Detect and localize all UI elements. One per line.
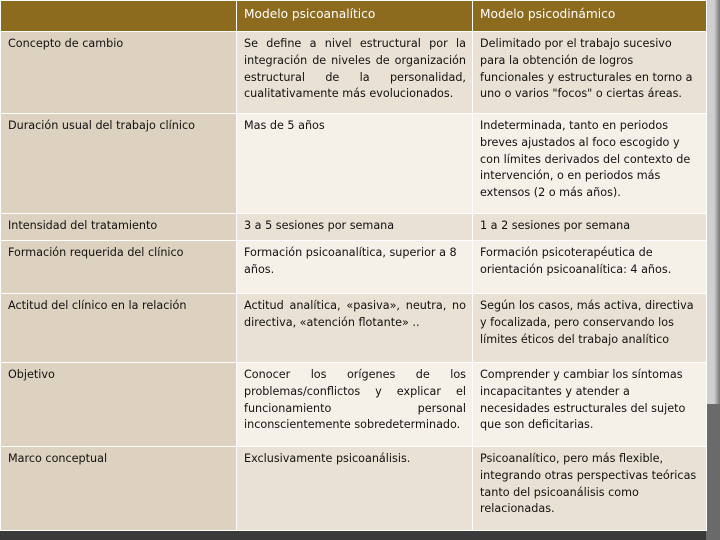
row-label: Objetivo: [1, 363, 237, 447]
cell-psicoanalitico: Conocer los orígenes de los problemas/conflictos y explicar el funcionamiento personal inconscientemente sobredeterminado.: [237, 363, 473, 447]
table-row: [1, 294, 707, 363]
cell-psicodinamico: Comprender y cambiar los síntomas incapacitantes y atender a necesidades estructurales del sujeto que son deficitarias.: [473, 363, 707, 447]
row-label: Formación requerida del clínico: [1, 241, 237, 294]
header-psicodinamico: Modelo psicodinámico: [473, 1, 707, 32]
header-row: [1, 1, 707, 32]
row-label: Actitud del clínico en la relación: [1, 294, 237, 363]
cell-psicoanalitico: 3 a 5 sesiones por semana: [237, 214, 473, 241]
row-label: Duración usual del trabajo clínico: [1, 114, 237, 214]
cell-psicodinamico: Según los casos, más activa, directiva y focalizada, pero conservando los límites éticos del trabajo analítico: [473, 294, 707, 363]
table-row: [1, 214, 707, 241]
table-row: [1, 32, 707, 114]
cell-psicodinamico: Formación psicoterapéutica de orientación psicoanalítica: 4 años.: [473, 241, 707, 294]
row-label: Concepto de cambio: [1, 32, 237, 114]
table-row: [1, 114, 707, 214]
cell-psicodinamico: Delimitado por el trabajo sucesivo para la obtención de logros funcionales y estructurales en torno a uno o varios "focos" o ciertas áreas.: [473, 32, 707, 114]
cell-psicodinamico: 1 a 2 sesiones por semana: [473, 214, 707, 241]
table-row: [1, 363, 707, 447]
table-row: [1, 241, 707, 294]
row-label: Intensidad del tratamiento: [1, 214, 237, 241]
row-label: Marco conceptual: [1, 447, 237, 531]
side-decoration: [706, 0, 720, 540]
cell-psicoanalitico: Se define a nivel estructural por la integración de niveles de organización estructural de la personalidad, cualitativamente más evolucionados.: [237, 32, 473, 114]
cell-psicodinamico: Indeterminada, tanto en periodos breves ajustados al foco escogido y con límites derivados del contexto de intervención, o en periodos más extensos (2 o más años).: [473, 114, 707, 214]
cell-psicoanalitico: Mas de 5 años: [237, 114, 473, 214]
cell-psicodinamico: Psicoanalítico, pero más flexible, integrando otras perspectivas teóricas tanto del psicoanálisis como relacionadas.: [473, 447, 707, 531]
cell-psicoanalitico: Formación psicoanalítica, superior a 8 años.: [237, 241, 473, 294]
cell-psicoanalitico: Exclusivamente psicoanálisis.: [237, 447, 473, 531]
header-psicoanalitico: Modelo psicoanalítico: [237, 1, 473, 32]
cell-psicoanalitico: Actitud analítica, «pasiva», neutra, no directiva, «atención flotante» ..: [237, 294, 473, 363]
table-row: [1, 447, 707, 531]
header-corner: [1, 1, 237, 32]
